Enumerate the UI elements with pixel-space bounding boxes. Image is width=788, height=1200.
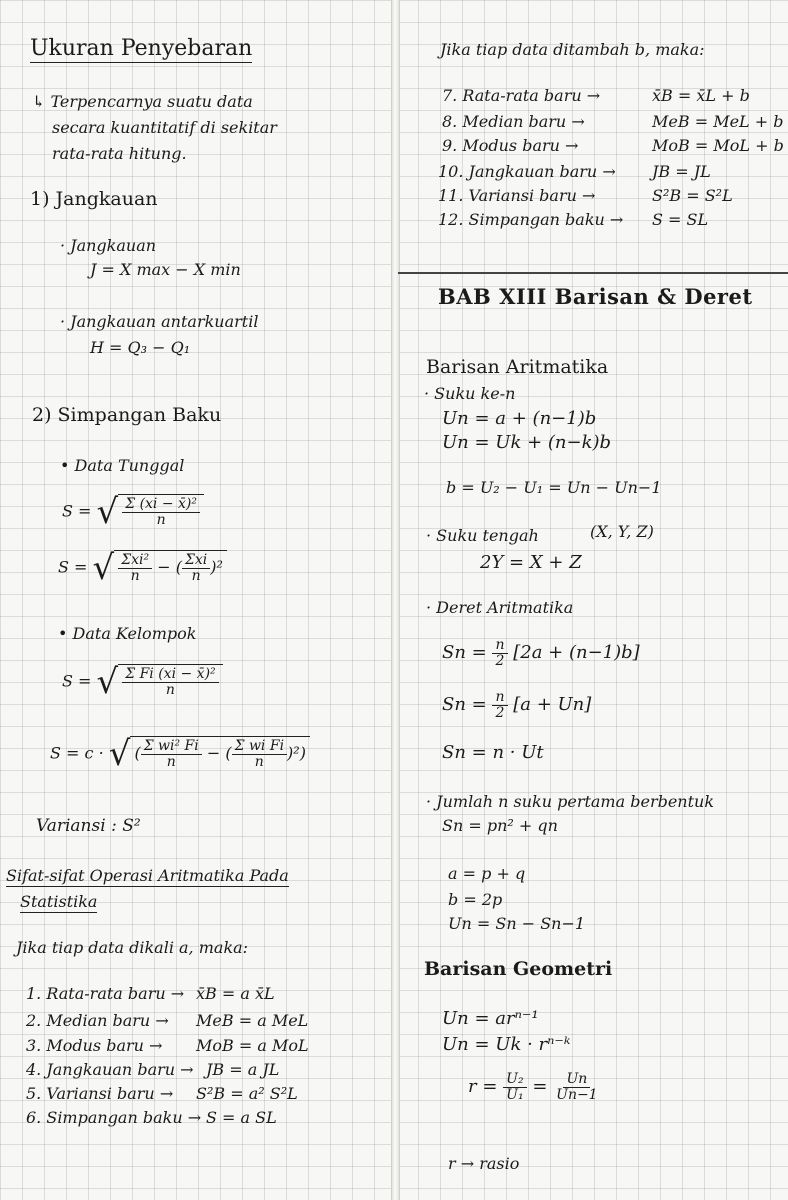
dikali-item-5-label: 5. Variansi baru →: [26, 1084, 174, 1103]
geometri-heading: Barisan Geometri: [424, 958, 613, 980]
dikali-item-6-label: 6. Simpangan baku →: [26, 1108, 202, 1127]
rasio-note: r → rasio: [448, 1154, 520, 1173]
ditambah-item-11-label: 11. Variansi baru →: [438, 186, 596, 205]
dikali-item-4-label: 4. Jangkauan baru →: [26, 1060, 194, 1079]
intro-line-3: rata-rata hitung.: [52, 144, 187, 163]
ditambah-item-9-label: 9. Modus baru →: [442, 136, 579, 155]
geometri-un-formula-1: Un = arⁿ⁻¹: [442, 1008, 539, 1029]
formula-kelompok-1: [62, 662, 223, 703]
ditambah-item-7-label: 7. Rata-rata baru →: [442, 86, 601, 105]
un-formula-1: Un = a + (n−1)b: [442, 408, 597, 429]
data-kelompok-label: • Data Kelompok: [58, 624, 197, 643]
formula-lhs: S =: [62, 501, 92, 521]
fraction-denominator: 2: [495, 652, 505, 669]
minus-sign: −: [157, 557, 171, 577]
fraction-numerator: Σ wi Fi: [232, 739, 287, 755]
chapter-heading: BAB XIII Barisan & Deret: [438, 284, 753, 309]
aritmatika-heading: Barisan Aritmatika: [426, 356, 609, 378]
fraction-denominator: 2: [495, 704, 505, 721]
radical-sign: √: [108, 734, 131, 775]
ditambah-item-7-formula: x̄B = x̄L + b: [652, 86, 750, 105]
formula-kelompok-2: S = c · √ ( $\frac{\text{Σ wi² Fi}}{n}$ − ( $\frac{\text{Σ wi Fi}}{n}$ )²): [50, 736, 310, 771]
dikali-item-4-formula: JB = a JL: [206, 1060, 280, 1079]
sifat-title-line-1: Sifat-sifat Operasi Aritmatika Pada: [6, 866, 289, 885]
formula-lhs: r =: [468, 1076, 498, 1098]
fraction-numerator: n: [492, 638, 507, 654]
section-simpangan-heading: 2) Simpangan Baku: [32, 404, 222, 426]
intro-line-1: ↳ Terpencarnya suatu data: [32, 92, 253, 111]
suku-tengah-vars: (X, Y, Z): [590, 522, 654, 541]
section-jangkauan-heading: 1) Jangkauan: [30, 188, 158, 210]
suku-tengah-label: · Suku tengah: [426, 526, 539, 545]
dikali-intro: Jika tiap data dikali a, maka:: [16, 938, 249, 957]
fraction-denominator: n: [156, 511, 166, 528]
formula-lhs: S =: [62, 671, 92, 691]
suku-tengah-formula: 2Y = X + Z: [480, 552, 582, 573]
sn-formula-2: [442, 690, 591, 720]
dikali-item-2-formula: MeB = a MeL: [196, 1011, 309, 1030]
page-title: Ukuran Penyebaran: [30, 36, 253, 61]
exponent: ²: [293, 743, 300, 763]
fraction-denominator: n: [254, 753, 264, 770]
antarkuartil-formula: H = Q₃ − Q₁: [90, 338, 191, 357]
dikali-item-5-formula: S²B = a² S²L: [196, 1084, 298, 1103]
rasio-formula: [468, 1072, 601, 1102]
intro-line-2: secara kuantitatif di sekitar: [52, 118, 277, 137]
formula-lhs: S =: [58, 557, 88, 577]
ditambah-item-8-formula: MeB = MeL + b: [652, 112, 784, 131]
un-equals-formula: Un = Sn − Sn−1: [448, 914, 586, 933]
dikali-item-3-formula: MoB = a MoL: [196, 1036, 309, 1055]
left-page: [0, 0, 391, 1200]
formula-lhs: S = c ·: [50, 743, 104, 763]
ditambah-intro: Jika tiap data ditambah b, maka:: [440, 40, 705, 59]
fraction-numerator: Un: [563, 1072, 590, 1088]
jangkauan-label: · Jangkauan: [60, 236, 157, 255]
geometri-un-formula-2: Un = Uk · rⁿ⁻ᵏ: [442, 1034, 571, 1055]
dikali-item-6-formula: S = a SL: [206, 1108, 277, 1127]
jangkauan-formula: J = X max − X min: [90, 260, 241, 279]
data-tunggal-label: • Data Tunggal: [60, 456, 185, 475]
jumlah-n-suku-formula: Sn = pn² + qn: [442, 816, 558, 835]
ditambah-item-12-formula: S = SL: [652, 210, 709, 229]
fraction-numerator: U₂: [503, 1072, 526, 1088]
fraction-numerator: Σxi: [182, 553, 210, 569]
fraction-denominator: n: [166, 753, 176, 770]
fraction-numerator: Σ Fi (xi − x̄)²: [122, 667, 218, 683]
sn-formula-1: [442, 638, 640, 668]
fraction-denominator: n: [165, 681, 175, 698]
jumlah-n-suku-label: · Jumlah n suku pertama berbentuk: [426, 792, 715, 811]
ditambah-item-11-formula: S²B = S²L: [652, 186, 733, 205]
formula-lhs: Sn =: [442, 694, 487, 716]
ditambah-item-12-label: 12. Simpangan baku →: [438, 210, 624, 229]
a-equals-formula: a = p + q: [448, 864, 526, 883]
ditambah-item-8-label: 8. Median baru →: [442, 112, 585, 131]
formula-lhs: Sn =: [442, 642, 487, 664]
ditambah-item-9-formula: MoB = MoL + b: [652, 136, 784, 155]
b-equals-formula: b = 2p: [448, 890, 503, 909]
un-formula-2: Un = Uk + (n−k)b: [442, 432, 612, 453]
dikali-item-2-label: 2. Median baru →: [26, 1011, 169, 1030]
fraction-numerator: Σ (xi − x̄)²: [122, 497, 200, 513]
beda-formula: b = U₂ − U₁ = Un − Un−1: [446, 478, 662, 497]
radical-sign: √: [96, 662, 119, 703]
fraction-numerator: Σxi²: [118, 553, 152, 569]
fraction-numerator: n: [492, 690, 507, 706]
sifat-title-line-2: Statistika: [20, 892, 98, 911]
suku-ke-n-label: · Suku ke-n: [424, 384, 516, 403]
formula-tunggal-1: [62, 492, 204, 533]
equals-sign: =: [532, 1076, 548, 1098]
fraction-denominator: U₁: [506, 1086, 524, 1103]
right-page: [398, 0, 788, 1200]
ditambah-item-10-formula: JB = JL: [652, 162, 711, 181]
fraction-numerator: Σ wi² Fi: [141, 739, 202, 755]
fraction-denominator: n: [191, 567, 201, 584]
formula-tunggal-2: S = √ $\frac{\text{Σxi²}}{n}$ − ( $\frac{\text{Σxi}}{n}$ )²: [58, 550, 227, 585]
dikali-item-1-label: 1. Rata-rata baru →: [26, 984, 185, 1003]
dikali-item-1-formula: x̄B = a x̄L: [196, 984, 275, 1003]
variansi-formula: Variansi : S²: [36, 816, 141, 836]
radical-sign: √: [96, 492, 119, 533]
antarkuartil-label: · Jangkauan antarkuartil: [60, 312, 259, 331]
dikali-item-3-label: 3. Modus baru →: [26, 1036, 163, 1055]
exponent: ²: [216, 557, 223, 577]
ditambah-item-10-label: 10. Jangkauan baru →: [438, 162, 616, 181]
fraction-denominator: n: [130, 567, 140, 584]
radical-sign: √: [92, 548, 115, 589]
minus-sign: −: [206, 743, 221, 763]
formula-rhs: [a + Un]: [513, 694, 592, 716]
fraction-denominator: Un−1: [556, 1086, 598, 1103]
sn-formula-3: Sn = n · Ut: [442, 742, 544, 763]
deret-aritmatika-label: · Deret Aritmatika: [426, 598, 574, 617]
formula-rhs: [2a + (n−1)b]: [513, 642, 640, 664]
